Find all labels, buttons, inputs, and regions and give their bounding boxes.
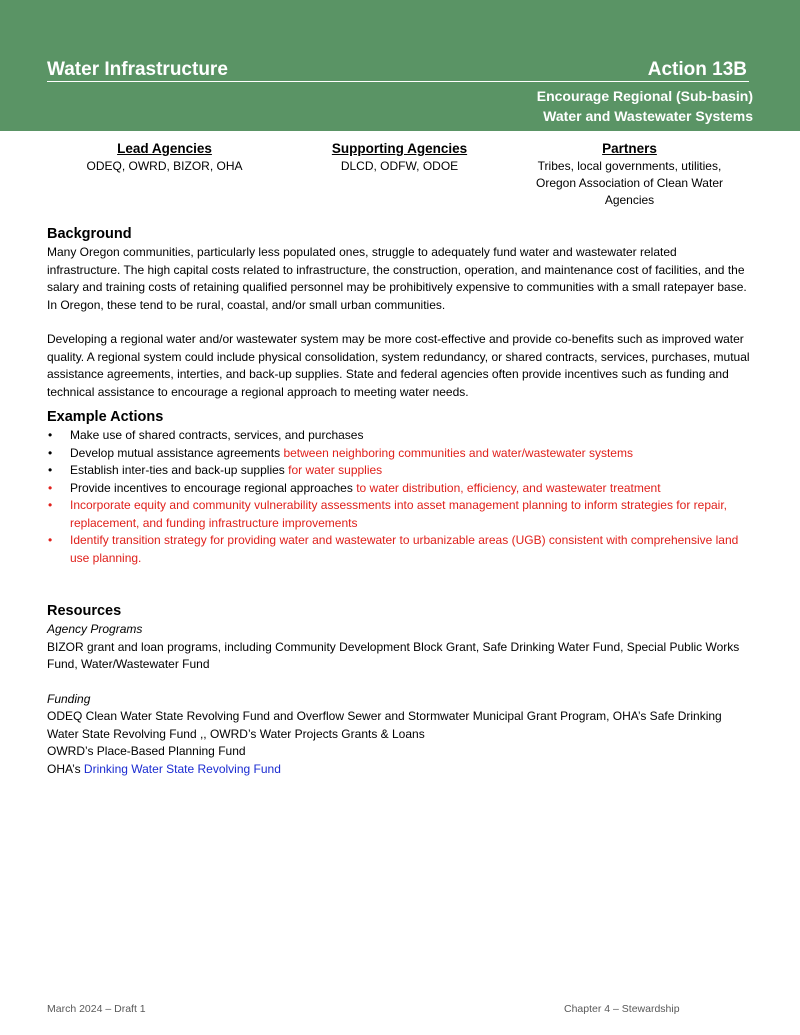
action-text-revised: between neighboring communities and water/wastewater systems	[283, 445, 633, 460]
paragraph-spacer	[47, 314, 753, 331]
funding-line-3	[47, 761, 753, 779]
footer-date: March 2024 – Draft 1	[47, 1003, 146, 1015]
funding-line-1: ODEQ Clean Water State Revolving Fund and Overflow Sewer and Stormwater Municipal Grant Program, OHA’s Safe Drinking Water State Revolving Fund ,, OWRD’s Water Projects Grants & Loans	[47, 709, 722, 741]
subtitle-line-1: Encourage Regional (Sub-basin)	[536, 88, 753, 104]
bullet-icon: •	[48, 428, 53, 442]
resources-heading: Resources	[47, 603, 122, 619]
section-spacer	[47, 567, 753, 602]
bullet-icon: •	[48, 463, 53, 477]
action-text: Provide incentives to encourage regional approaches	[70, 480, 357, 495]
supporting-agencies	[282, 140, 517, 175]
bullet-icon: •	[48, 498, 53, 512]
action-text-revised: Incorporate equity and community vulnerability assessments into asset management planning to inform strategies for repair, replacement, and funding infrastructure improvements	[70, 498, 727, 530]
lead-agencies	[47, 140, 282, 175]
bullet-icon: •	[48, 533, 53, 547]
funding-label: Funding	[47, 691, 91, 706]
footer-chapter: Chapter 4 – Stewardship	[564, 1003, 680, 1015]
agency-programs-label: Agency Programs	[47, 622, 143, 636]
header-banner	[0, 0, 800, 131]
action-text-revised: Identify transition strategy for providing water and wastewater to urbanizable areas (UGB) consistent with comprehensive land use planning.	[70, 533, 739, 565]
partners-line-2: Oregon Association of Clean Water	[536, 176, 723, 190]
example-actions-heading: Example Actions	[47, 409, 164, 425]
banner-title-row	[47, 59, 749, 82]
subtitle-line-2: Water and Wastewater Systems	[543, 108, 753, 124]
funding-line-2: OWRD’s Place-Based Planning Fund	[47, 744, 246, 758]
example-actions-list	[47, 427, 753, 567]
partners-line-3: Agencies	[604, 193, 655, 207]
list-item	[47, 532, 753, 567]
agency-programs-text: BIZOR grant and loan programs, including Community Development Block Grant, Safe Drinking Water Fund, Special Public Works Fund, Water/Wastewater Fund	[47, 639, 740, 671]
list-item	[47, 462, 753, 480]
action-text: Develop mutual assistance agreements	[70, 445, 284, 460]
action-text: Establish inter-ties and back-up supplies	[70, 463, 289, 477]
action-text-revised: for water supplies	[288, 463, 383, 477]
action-number: Action 13B	[647, 59, 747, 80]
action-subtitle	[537, 86, 753, 126]
drinking-water-fund-link[interactable]: Drinking Water State Revolving Fund	[83, 761, 281, 776]
list-item	[47, 480, 753, 498]
action-text: Make use of shared contracts, services, and purchases	[70, 428, 364, 442]
agencies-section	[47, 140, 753, 215]
partners	[517, 140, 742, 209]
list-item	[47, 445, 753, 463]
partners-heading: Partners	[602, 141, 657, 156]
background-heading: Background	[47, 226, 132, 242]
funding-line-3-prefix: OHA’s	[47, 761, 84, 776]
list-item	[47, 497, 753, 532]
section-spacer	[47, 401, 753, 408]
partners-line-1: Tribes, local governments, utilities,	[537, 159, 722, 173]
list-item	[47, 427, 753, 445]
paragraph-spacer	[47, 674, 753, 691]
action-text-revised: to water distribution, efficiency, and wastewater treatment	[356, 480, 661, 495]
supporting-agencies-heading: Supporting Agencies	[331, 141, 468, 156]
lead-agencies-heading: Lead Agencies	[117, 141, 212, 156]
lead-agencies-text: ODEQ, OWRD, BIZOR, OHA	[86, 159, 243, 173]
bullet-icon: •	[48, 445, 53, 460]
supporting-agencies-text: DLCD, ODFW, ODOE	[340, 159, 459, 173]
bullet-icon: •	[48, 480, 53, 495]
background-paragraph-1: Many Oregon communities, particularly less populated ones, struggle to adequately fund water and wastewater related infrastructure. The high capital costs related to infrastructure, the construction, operation, and maintenance cost of facilities, and the salary and training costs of retaining qualified personnel may be prohibitively expensive to communities with a small ratepayer base. In Oregon, these tend to be rural, coastal, and/or small urban communities.	[47, 245, 747, 312]
page-title: Water Infrastructure	[47, 59, 228, 80]
main-content	[47, 225, 753, 778]
background-paragraph-2: Developing a regional water and/or wastewater system may be more cost-effective and provide co-benefits such as improved water quality. A regional system could include physical consolidation, system redundancy, or shared contracts, services, purchases, mutual assistance agreements, interties, and back-up supplies. State and federal agencies often provide incentives such as funding and technical assistance to encourage a regional approach to meeting water needs.	[47, 332, 750, 399]
